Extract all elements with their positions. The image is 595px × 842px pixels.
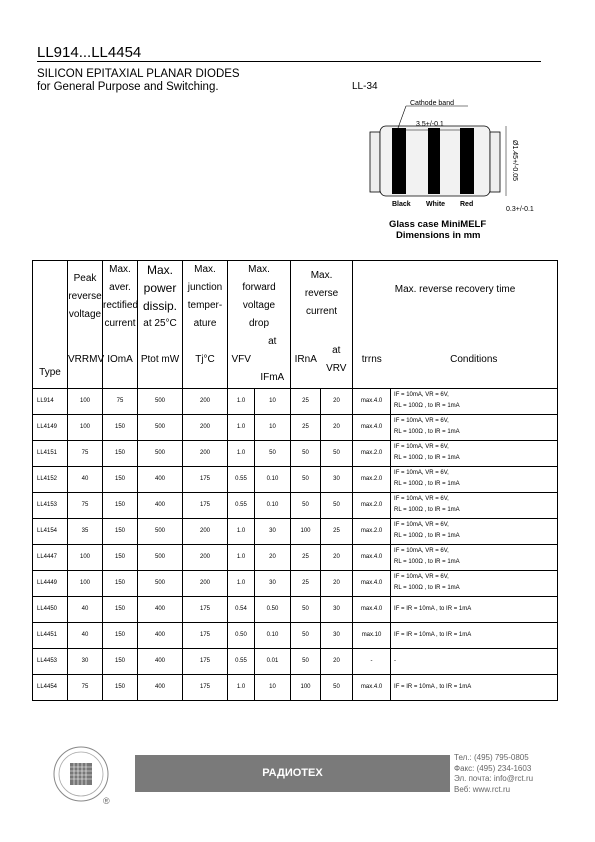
band-white-label: White	[426, 201, 446, 208]
cell-vr: 20	[321, 648, 353, 674]
cell-ir: 50	[291, 648, 321, 674]
cell-vf: 0.55	[228, 492, 255, 518]
cell-tj: 175	[183, 622, 228, 648]
contact-tel: Тел.: (495) 795-0805	[454, 753, 529, 762]
cell-tj: 175	[183, 648, 228, 674]
cell-vr: 30	[321, 596, 353, 622]
cell-type: LL4449	[33, 570, 68, 596]
end-dimension: 0.3+/-0.1	[506, 206, 534, 213]
contact-web: Веб: www.rct.ru	[454, 784, 511, 794]
contact-fax: Факс: (495) 234-1603	[454, 763, 532, 773]
sym-vf: VFV	[228, 333, 255, 388]
cell-ptot: 400	[138, 492, 183, 518]
cell-trr: max.4.0	[353, 414, 391, 440]
band-black-label: Black	[392, 201, 411, 208]
cell-trr: max.2.0	[353, 492, 391, 518]
cell-trr: max.2.0	[353, 518, 391, 544]
cell-vrrm: 100	[68, 544, 103, 570]
package-label: LL-34	[352, 81, 378, 92]
condition-line1: IF = IR = 10mA , to IR = 1mA	[394, 683, 472, 690]
table-row	[33, 440, 558, 466]
cell-io: 150	[103, 674, 138, 700]
cell-if: 10	[255, 674, 291, 700]
cell-io: 150	[103, 544, 138, 570]
table-row	[33, 648, 558, 674]
cell-ir: 50	[291, 466, 321, 492]
caption-dimensions: Dimensions in mm	[396, 230, 481, 241]
cell-vrrm: 75	[68, 492, 103, 518]
cell-type: LL4451	[33, 622, 68, 648]
cell-if: 0.10	[255, 622, 291, 648]
table-row	[33, 544, 558, 570]
col-reverse: Max. reverse current	[291, 261, 353, 334]
cell-trr: max.4.0	[353, 388, 391, 414]
band-black	[392, 128, 406, 194]
condition-line1: IF = 10mA, VR = 6V,	[394, 574, 449, 580]
cell-vr: 30	[321, 622, 353, 648]
cell-vr: 20	[321, 544, 353, 570]
cell-type: LL4152	[33, 466, 68, 492]
cell-ir: 50	[291, 440, 321, 466]
cell-tj: 200	[183, 388, 228, 414]
cell-ptot: 500	[138, 388, 183, 414]
cell-if: 10	[255, 414, 291, 440]
condition-line1: IF = 10mA, VR = 6V,	[394, 444, 449, 450]
cell-vf: 1.0	[228, 674, 255, 700]
cell-if: 30	[255, 570, 291, 596]
cell-io: 150	[103, 518, 138, 544]
cell-vf: 0.54	[228, 596, 255, 622]
cell-ir: 25	[291, 414, 321, 440]
cell-tj: 200	[183, 414, 228, 440]
cell-tj: 175	[183, 596, 228, 622]
condition-line2: RL = 100Ω , to IR = 1mA	[394, 455, 460, 461]
cell-if: 0.10	[255, 492, 291, 518]
cell-type: LL914	[33, 388, 68, 414]
cell-ptot: 500	[138, 570, 183, 596]
cell-ir: 50	[291, 492, 321, 518]
cell-trr: max.10	[353, 622, 391, 648]
cell-conditions	[391, 388, 558, 414]
cell-trr: max.4.0	[353, 570, 391, 596]
subtitle-line2: for General Purpose and Switching.	[37, 81, 219, 93]
cell-vr: 20	[321, 414, 353, 440]
col-junction: Max. junction temper- ature	[183, 261, 228, 334]
cell-tj: 175	[183, 492, 228, 518]
table-row	[33, 414, 558, 440]
page-title: LL914...LL4454	[37, 44, 142, 61]
cell-if: 0.01	[255, 648, 291, 674]
cell-vf: 1.0	[228, 544, 255, 570]
sym-ptot: Ptot mW	[138, 333, 183, 388]
sym-at-vr: at VRV	[321, 333, 353, 388]
col-recovery: Max. reverse recovery time	[353, 261, 558, 334]
contact-info	[454, 753, 533, 795]
cell-vrrm: 40	[68, 596, 103, 622]
cell-vf: 1.0	[228, 388, 255, 414]
cell-ptot: 400	[138, 466, 183, 492]
condition-line1: -	[394, 657, 397, 664]
cell-vf: 1.0	[228, 414, 255, 440]
cell-io: 150	[103, 622, 138, 648]
band-white	[428, 128, 440, 194]
cell-io: 150	[103, 440, 138, 466]
band-red	[460, 128, 474, 194]
condition-line2: RL = 100Ω , to IR = 1mA	[394, 585, 460, 591]
col-peak: Peak reverse voltage	[68, 261, 103, 334]
company-seal-logo	[52, 745, 110, 803]
cell-vf: 0.50	[228, 622, 255, 648]
col-forward: Max. forward voltage drop	[228, 261, 291, 334]
title-rule	[37, 61, 541, 62]
table-row	[33, 596, 558, 622]
cell-vrrm: 35	[68, 518, 103, 544]
condition-line1: IF = 10mA, VR = 6V,	[394, 496, 449, 502]
cell-io: 150	[103, 648, 138, 674]
cell-ir: 50	[291, 596, 321, 622]
cell-io: 150	[103, 466, 138, 492]
col-power: Max. power dissip. at 25°C	[138, 261, 183, 334]
cell-ptot: 500	[138, 414, 183, 440]
registered-mark: ®	[103, 796, 110, 806]
cell-tj: 200	[183, 440, 228, 466]
cell-conditions	[391, 440, 558, 466]
cell-vf: 1.0	[228, 518, 255, 544]
col-type: Type	[33, 261, 68, 389]
cell-trr: max.2.0	[353, 466, 391, 492]
diode-spec-table	[32, 260, 558, 701]
cell-ptot: 400	[138, 648, 183, 674]
table-row	[33, 570, 558, 596]
condition-line1: IF = IR = 10mA , to IR = 1mA	[394, 631, 472, 638]
diameter-dimension: Ø1.45+/-0.05	[511, 140, 518, 182]
condition-line1: IF = 10mA, VR = 6V,	[394, 392, 449, 398]
table-row	[33, 466, 558, 492]
cell-vrrm: 100	[68, 570, 103, 596]
cell-vrrm: 40	[68, 622, 103, 648]
condition-line2: RL = 100Ω , to IR = 1mA	[394, 403, 460, 409]
cell-conditions	[391, 518, 558, 544]
cell-tj: 175	[183, 674, 228, 700]
cell-tj: 200	[183, 570, 228, 596]
cell-vr: 50	[321, 674, 353, 700]
sym-ir: IRnA	[291, 333, 321, 388]
cell-conditions	[391, 466, 558, 492]
cell-conditions	[391, 570, 558, 596]
cell-io: 150	[103, 596, 138, 622]
cell-ir: 25	[291, 570, 321, 596]
condition-line1: IF = 10mA, VR = 6V,	[394, 418, 449, 424]
subtitle-line1: SILICON EPITAXIAL PLANAR DIODES	[37, 68, 240, 80]
cathode-band-label: Cathode band	[410, 100, 454, 107]
cell-vrrm: 75	[68, 440, 103, 466]
cell-type: LL4149	[33, 414, 68, 440]
cell-type: LL4447	[33, 544, 68, 570]
cell-vf: 0.55	[228, 648, 255, 674]
cell-vrrm: 75	[68, 674, 103, 700]
cell-if: 10	[255, 388, 291, 414]
company-banner: РАДИОТЕХ	[135, 755, 450, 792]
cell-conditions	[391, 674, 558, 700]
cell-type: LL4450	[33, 596, 68, 622]
cell-ptot: 400	[138, 596, 183, 622]
cell-tj: 175	[183, 466, 228, 492]
condition-line1: IF = 10mA, VR = 6V,	[394, 470, 449, 476]
cell-vrrm: 40	[68, 466, 103, 492]
cell-vr: 20	[321, 570, 353, 596]
cell-conditions	[391, 492, 558, 518]
table-row	[33, 388, 558, 414]
cell-if: 0.50	[255, 596, 291, 622]
cell-conditions	[391, 414, 558, 440]
cell-type: LL4154	[33, 518, 68, 544]
band-red-label: Red	[460, 201, 474, 208]
cell-vf: 1.0	[228, 440, 255, 466]
cell-if: 50	[255, 440, 291, 466]
sym-vrrm: VRRMV	[68, 333, 103, 388]
cell-vf: 1.0	[228, 570, 255, 596]
cell-io: 150	[103, 570, 138, 596]
cell-vrrm: 100	[68, 388, 103, 414]
cell-vr: 20	[321, 388, 353, 414]
cell-conditions	[391, 648, 558, 674]
end-cap-left	[370, 132, 380, 192]
condition-line2: RL = 100Ω , to IR = 1mA	[394, 533, 460, 539]
cell-vr: 50	[321, 492, 353, 518]
cell-ir: 50	[291, 622, 321, 648]
package-drawing	[356, 96, 540, 244]
col-avg: Max. aver. rectified current	[103, 261, 138, 334]
cell-io: 150	[103, 414, 138, 440]
cell-vrrm: 100	[68, 414, 103, 440]
length-dimension: 3.5+/-0.1	[416, 121, 444, 128]
sym-io: IOmA	[103, 333, 138, 388]
contact-email: Эл. почта: info@rct.ru	[454, 774, 534, 783]
cell-trr: max.2.0	[353, 440, 391, 466]
cell-type: LL4454	[33, 674, 68, 700]
cell-ptot: 400	[138, 674, 183, 700]
cell-ptot: 500	[138, 440, 183, 466]
end-cap-right	[490, 132, 500, 192]
condition-line1: IF = 10mA, VR = 6V,	[394, 548, 449, 554]
sym-tj: Tj°C	[183, 333, 228, 388]
cell-trr: -	[353, 648, 391, 674]
cell-trr: max.4.0	[353, 544, 391, 570]
cell-ir: 25	[291, 388, 321, 414]
cell-io: 150	[103, 492, 138, 518]
cell-io: 75	[103, 388, 138, 414]
condition-line1: IF = 10mA, VR = 6V,	[394, 522, 449, 528]
cell-vf: 0.55	[228, 466, 255, 492]
table-row	[33, 492, 558, 518]
table-row	[33, 518, 558, 544]
cell-ir: 100	[291, 674, 321, 700]
cell-ir: 100	[291, 518, 321, 544]
cell-tj: 200	[183, 544, 228, 570]
cell-type: LL4153	[33, 492, 68, 518]
table-row	[33, 674, 558, 700]
sym-conditions: Conditions	[391, 333, 558, 388]
condition-line2: RL = 100Ω , to IR = 1mA	[394, 481, 460, 487]
cell-conditions	[391, 544, 558, 570]
cell-trr: max.4.0	[353, 674, 391, 700]
cell-vrrm: 30	[68, 648, 103, 674]
cell-ptot: 500	[138, 518, 183, 544]
condition-line1: IF = IR = 10mA , to IR = 1mA	[394, 605, 472, 612]
sym-at-if: at IFmA	[255, 333, 291, 388]
cell-ir: 25	[291, 544, 321, 570]
table-row	[33, 622, 558, 648]
condition-line2: RL = 100Ω , to IR = 1mA	[394, 559, 460, 565]
cell-trr: max.4.0	[353, 596, 391, 622]
cell-if: 0.10	[255, 466, 291, 492]
cell-ptot: 400	[138, 622, 183, 648]
cell-if: 20	[255, 544, 291, 570]
cell-vr: 25	[321, 518, 353, 544]
cell-vr: 50	[321, 440, 353, 466]
cell-vr: 30	[321, 466, 353, 492]
sym-trr: trrns	[353, 333, 391, 388]
condition-line2: RL = 100Ω , to IR = 1mA	[394, 429, 460, 435]
cell-conditions	[391, 622, 558, 648]
condition-line2: RL = 100Ω , to IR = 1mA	[394, 507, 460, 513]
caption-case: Glass case MiniMELF	[389, 219, 487, 230]
cell-if: 30	[255, 518, 291, 544]
cell-conditions	[391, 596, 558, 622]
cell-ptot: 500	[138, 544, 183, 570]
cell-type: LL4453	[33, 648, 68, 674]
cell-tj: 200	[183, 518, 228, 544]
cell-type: LL4151	[33, 440, 68, 466]
